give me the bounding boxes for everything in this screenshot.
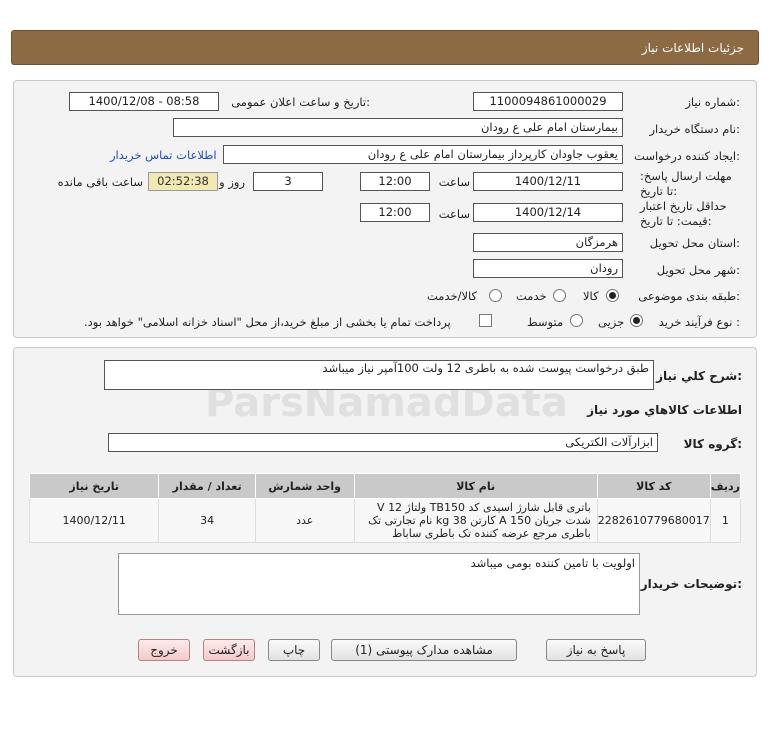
col-name: نام کالا bbox=[354, 474, 597, 499]
goods-table bbox=[29, 473, 741, 543]
process-option-minor: جزیی bbox=[598, 315, 625, 329]
category-option-goods: کالا bbox=[583, 289, 599, 303]
goods-group-field: ابزارآلات الکتریکی bbox=[108, 433, 658, 452]
category-option-service: خدمت bbox=[516, 289, 547, 303]
reply-button[interactable]: پاسخ به نیاز bbox=[546, 639, 646, 661]
days-label: روز و bbox=[219, 175, 245, 189]
city-label: شهر محل تحویل: bbox=[656, 263, 740, 277]
province-field: هرمزگان bbox=[473, 233, 623, 252]
deadline-label: مهلت ارسال پاسخ: تا تاریخ: bbox=[640, 169, 732, 198]
buyer-label: نام دستگاه خریدار: bbox=[649, 122, 740, 136]
back-button[interactable]: بازگشت bbox=[203, 639, 255, 661]
table-row bbox=[30, 499, 741, 543]
col-row: ردیف bbox=[710, 474, 740, 499]
validity-date-field: 1400/12/14 bbox=[473, 203, 623, 222]
category-option-goods-service: کالا/خدمت bbox=[427, 289, 478, 303]
requester-label: ایجاد کننده درخواست: bbox=[634, 149, 740, 163]
process-radio-minor[interactable] bbox=[630, 314, 643, 327]
process-label: نوع فرآیند خرید : bbox=[658, 315, 740, 329]
deadline-time-field: 12:00 bbox=[360, 172, 430, 191]
cell-date: 1400/12/11 bbox=[30, 499, 159, 543]
table-header-row bbox=[30, 474, 741, 499]
buyer-notes-label: توضیحات خریدار: bbox=[640, 577, 742, 591]
need-number-field: 1100094861000029 bbox=[473, 92, 623, 111]
deadline-time-label: ساعت bbox=[438, 175, 470, 189]
payment-note: پرداخت تمام یا بخشی از مبلغ خرید،از محل "اسناد خزانه اسلامی" خواهد بود. bbox=[84, 315, 451, 329]
cell-unit: عدد bbox=[255, 499, 354, 543]
validity-time-field: 12:00 bbox=[360, 203, 430, 222]
category-radio-service[interactable] bbox=[553, 289, 566, 302]
category-radio-goods[interactable] bbox=[606, 289, 619, 302]
col-unit: واحد شمارش bbox=[255, 474, 354, 499]
page-header bbox=[11, 30, 759, 65]
col-qty: تعداد / مقدار bbox=[159, 474, 255, 499]
print-button[interactable]: چاپ bbox=[268, 639, 320, 661]
announce-label: تاریخ و ساعت اعلان عمومی: bbox=[231, 95, 370, 109]
cell-name: باتری قابل شارژ اسیدی کد TB150 ولتاژ 12 V شدت جریان 150 A کارتن 38 kg نام تجارتی تک باطری مرجع عرضه کننده تک باطری ساباط bbox=[354, 499, 597, 543]
exit-button[interactable]: خروج bbox=[138, 639, 190, 661]
summary-field: طبق درخواست پیوست شده به باطری 12 ولت 100آمپر نیاز میباشد bbox=[104, 360, 654, 390]
buyer-field: بیمارستان امام علی ع رودان bbox=[173, 118, 623, 137]
cell-row: 1 bbox=[710, 499, 740, 543]
view-attachments-button[interactable]: مشاهده مدارک پیوستی (1) bbox=[331, 639, 517, 661]
category-label: طبقه بندی موضوعی: bbox=[638, 289, 740, 303]
goods-info-title: اطلاعات کالاهاي مورد نياز bbox=[587, 403, 742, 417]
category-radio-goods-service[interactable] bbox=[489, 289, 502, 302]
validity-time-label: ساعت bbox=[438, 207, 470, 221]
announce-field: 1400/12/08 - 08:58 bbox=[69, 92, 219, 111]
col-code: کد کالا bbox=[597, 474, 710, 499]
page-title: جزئیات اطلاعات نیاز bbox=[641, 41, 744, 55]
summary-label: شرح کلي نياز: bbox=[656, 369, 742, 383]
buyer-notes-field: اولویت با تامین کننده بومی میباشد bbox=[118, 553, 640, 615]
cell-qty: 34 bbox=[159, 499, 255, 543]
process-option-medium: متوسط bbox=[527, 315, 564, 329]
validity-label: حداقل تاریخ اعتبار قیمت: تا تاریخ: bbox=[640, 199, 727, 228]
process-radio-medium[interactable] bbox=[570, 314, 583, 327]
requester-field: یعقوب جاودان کارپرداز بیمارستان امام علی ع رودان bbox=[223, 145, 623, 164]
contact-buyer-link[interactable]: اطلاعات تماس خریدار bbox=[110, 148, 217, 162]
deadline-date-field: 1400/12/11 bbox=[473, 172, 623, 191]
city-field: رودان bbox=[473, 259, 623, 278]
need-number-label: شماره نیاز: bbox=[685, 95, 740, 109]
remaining-label: ساعت باقی مانده bbox=[57, 175, 143, 189]
goods-group-label: گروه کالا: bbox=[683, 437, 742, 451]
remaining-time-field: 02:52:38 bbox=[148, 172, 218, 191]
days-field: 3 bbox=[253, 172, 323, 191]
province-label: استان محل تحویل: bbox=[649, 236, 740, 250]
col-date: تاریخ نیاز bbox=[30, 474, 159, 499]
cell-code: 2282610779680017 bbox=[597, 499, 710, 543]
treasury-checkbox[interactable] bbox=[479, 314, 492, 327]
